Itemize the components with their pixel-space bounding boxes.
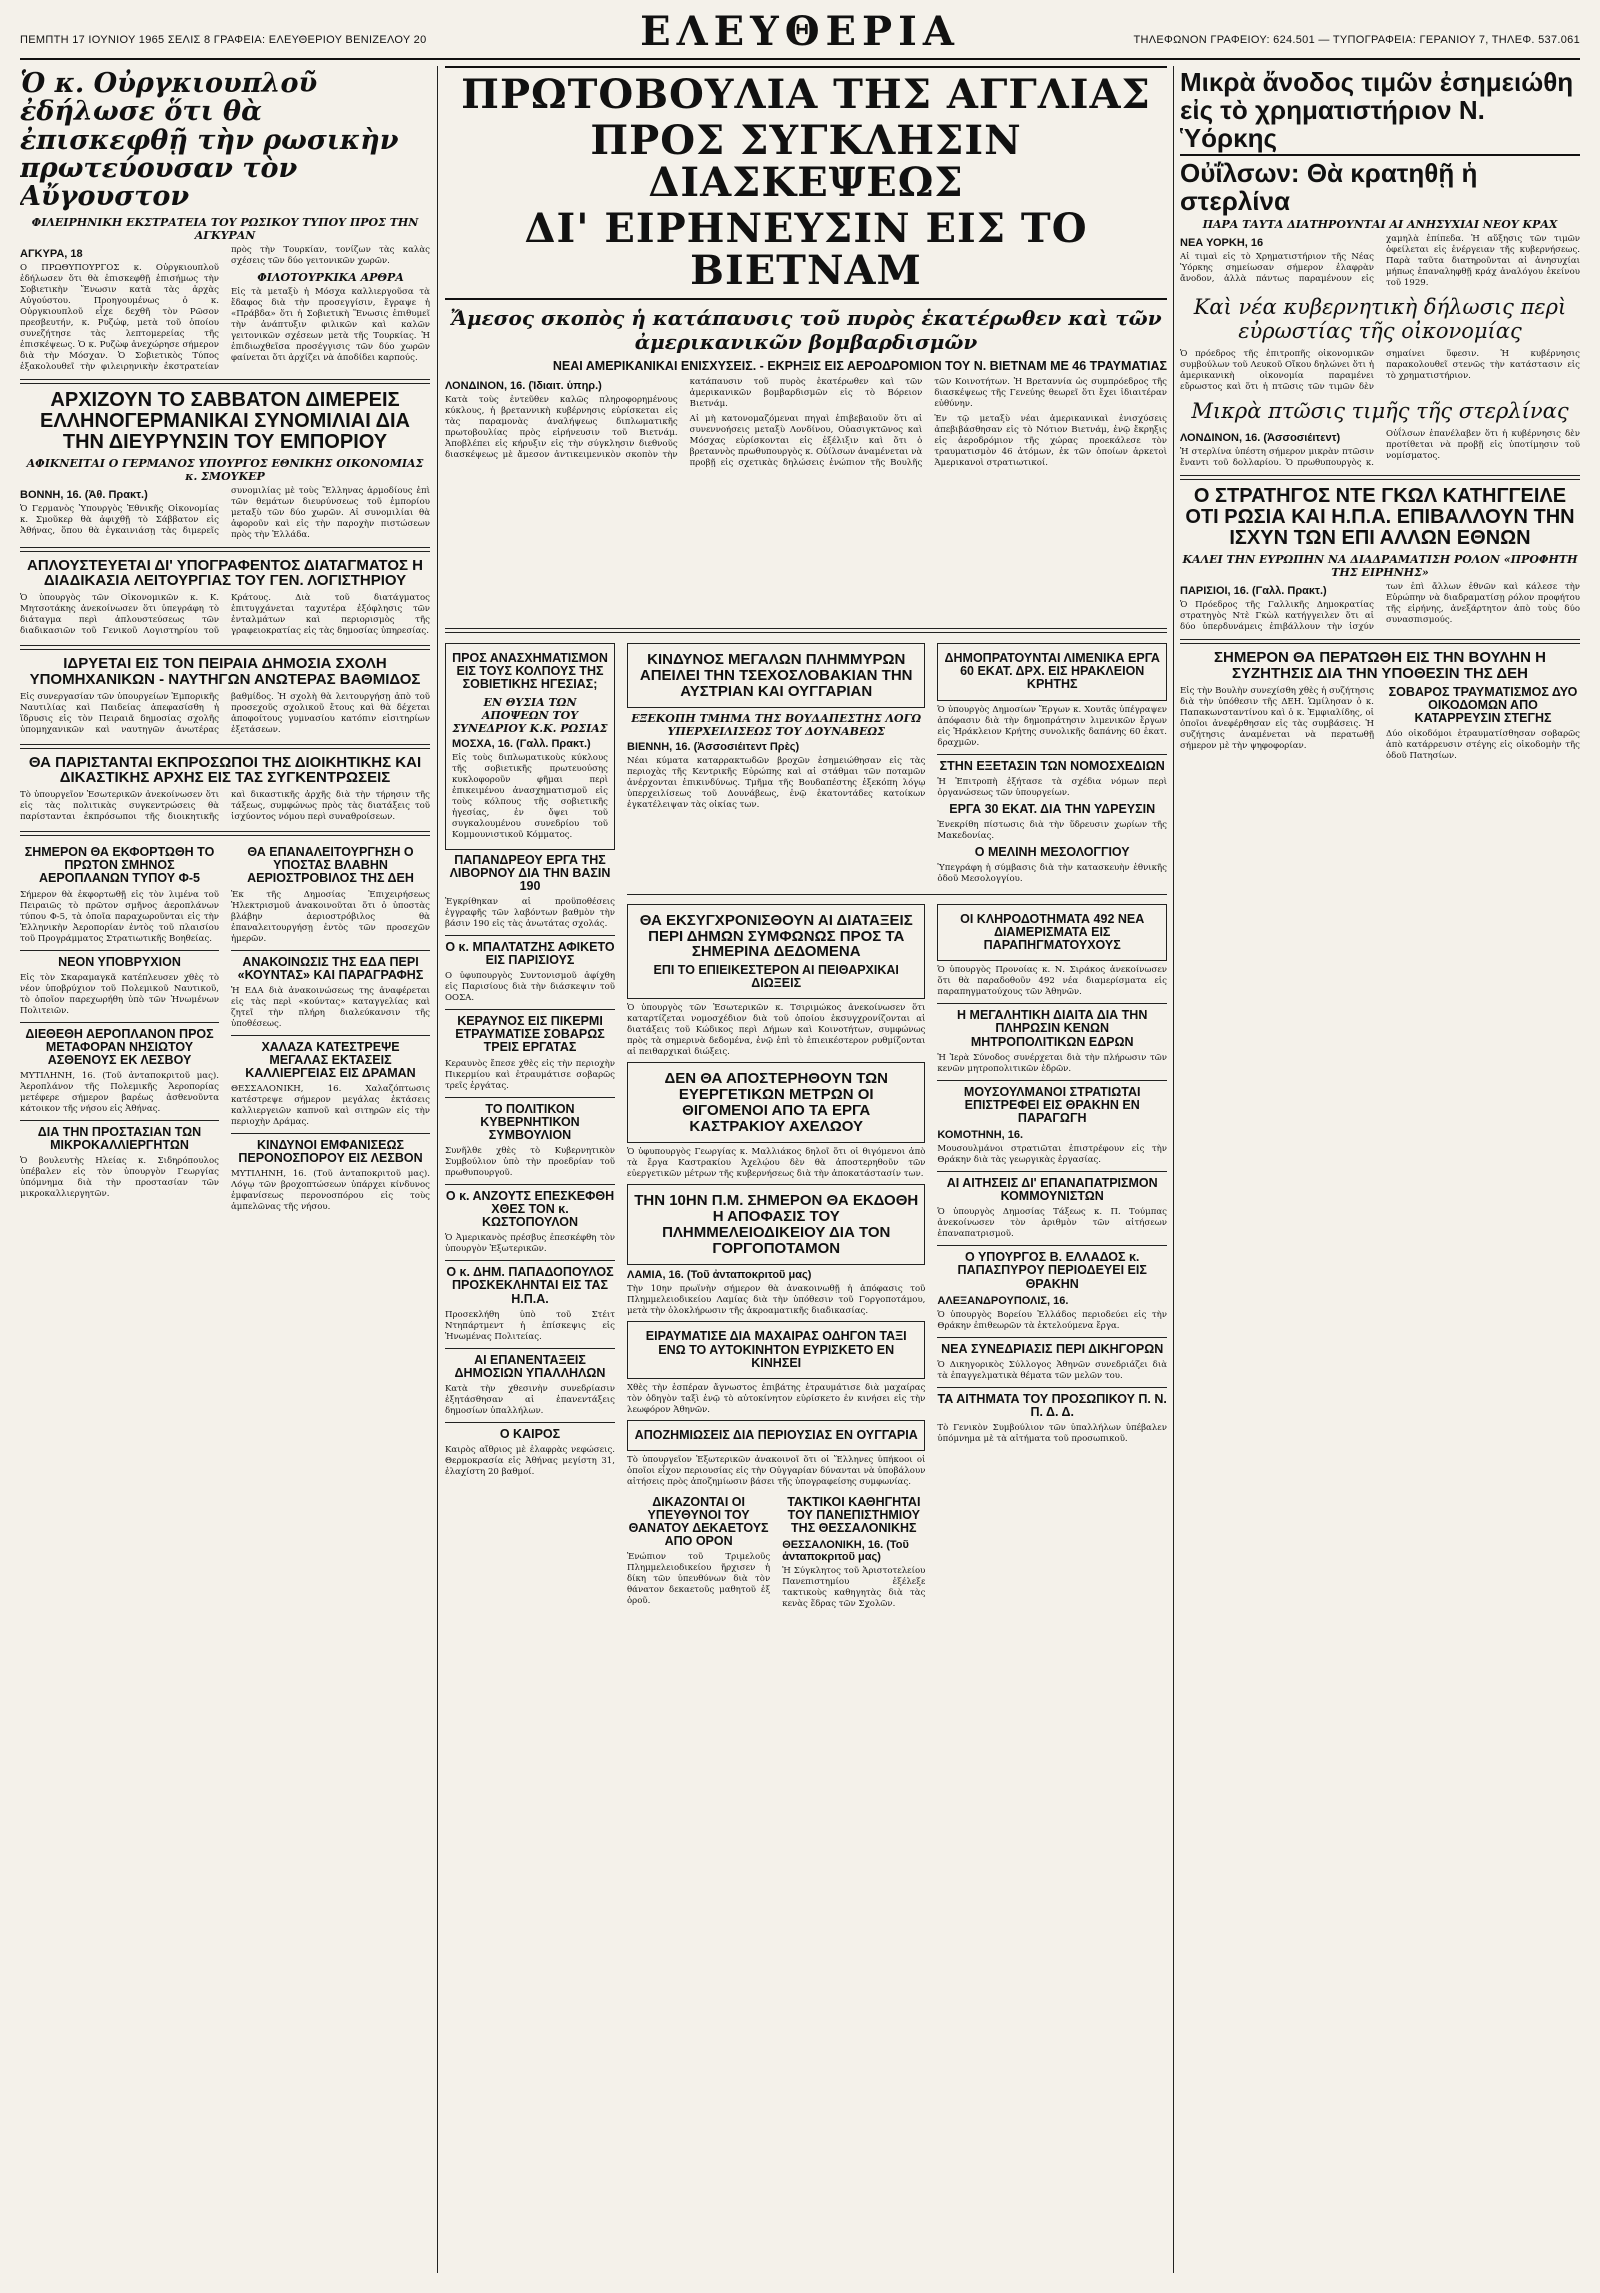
article-dateline: ΜΟΣΧΑ, 16. (Γαλλ. Πρακτ.) <box>452 737 591 750</box>
section-rule <box>627 894 1167 895</box>
article <box>782 1492 925 1614</box>
article-body: Ὁ ὑπουργὸς Δημοσίας Τάξεως κ. Π. Τούμπας ἀνεκοίνωσεν τὸν ἀριθμὸν τῶν αἰτήσεων ἐπαναπατρισμοῦ. <box>937 1207 1167 1240</box>
section-rule <box>937 1171 1167 1172</box>
article-headline: ΣΟΒΑΡΟΣ ΤΡΑΥΜΑΤΙΣΜΟΣ ΔΥΟ ΟΙΚΟΔΟΜΩΝ ΑΠΟ ΚΑΤΑΡΡΕΥΣΙΝ ΣΤΕΓΗΣ <box>1388 684 1578 726</box>
article-body: Χθὲς τὴν ἑσπέραν ἄγνωστος ἐπιβάτης ἐτραυμάτισε διὰ μαχαίρας τὸν ὁδηγὸν ταξὶ ἐνῷ τὸ αὐτοκίνητον εὑρίσκετο ἐν κινήσει εἰς τὴν λεωφόρον Ἀθηνῶν. <box>627 1382 926 1415</box>
article-body: Μουσουλμάνοι στρατιῶται ἐπιστρέφουν εἰς τὴν Θράκην διὰ τὰς γεωργικὰς ἐργασίας. <box>937 1144 1167 1165</box>
article-headline: ΕΙΡΑΥΜΑΤΙΣΕ ΔΙΑ ΜΑΧΑΙΡΑΣ ΟΔΗΓΟΝ ΤΑΞΙ ΕΝΩ ΤΟ ΑΥΤΟΚΙΝΗΤΟΝ ΕΥΡΙΣΚΕΤΟ ΕΝ ΚΙΝΗΣΕΙ <box>645 1329 907 1370</box>
article-headline: ΠΡΟΣ ΑΝΑΣΧΗΜΑΤΙΣΜΟΝ ΕΙΣ ΤΟΥΣ ΚΟΛΠΟΥΣ ΤΗΣ ΣΟΒΙΕΤΙΚΗΣ ΗΓΕΣΙΑΣ; <box>452 651 608 692</box>
article-headline: ΘΑ ΠΑΡΙΣΤΑΝΤΑΙ ΕΚΠΡΟΣΩΠΟΙ ΤΗΣ ΔΙΟΙΚΗΤΙΚΗΣ ΚΑΙ ΔΙΚΑΣΤΙΚΗΣ ΑΡΧΗΣ ΕΙΣ ΤΑΣ ΣΥΓΚΕΝΤΡΩΣΕΙΣ <box>28 753 422 787</box>
section-rule <box>1180 639 1580 644</box>
section-rule <box>20 645 430 650</box>
article-body: Ὁ Δικηγορικὸς Σύλλογος Ἀθηνῶν συνεδριάζει διὰ τὰ ἐπαγγελματικὰ θέματα τῶν μελῶν του. <box>937 1359 1167 1381</box>
section-rule <box>20 547 430 552</box>
brief-headline: ΔΙΑ ΤΗΝ ΠΡΟΣΤΑΣΙΑΝ ΤΩΝ ΜΙΚΡΟΚΑΛΛΙΕΡΓΗΤΩΝ <box>37 1125 202 1153</box>
article-dateline: ΛΟΝΔΙΝΟΝ, 16. (Ἀσσοσιέιτεντ) <box>1180 432 1341 445</box>
article-row <box>627 1492 925 1614</box>
brief-body: Σήμερον θὰ ἐκφορτωθῇ εἰς τὸν λιμένα τοῦ Πειραιῶς τὸ πρῶτον σμῆνος ἀεροπλάνων τύπου Φ-5, τὰ ὁποῖα παραχωροῦνται εἰς τὴν Ἑλληνικὴν Ἀεροπορίαν ἐντὸς τοῦ πλαισίου τοῦ Προγράμματος Στρατιωτικῆς Βοηθείας. <box>20 889 219 944</box>
weather-body: Καιρὸς αἴθριος μὲ ἐλαφρὰς νεφώσεις. Θερμοκρασία εἰς Ἀθήνας μεγίστη 31, ἐλαχίστη 20 βαθμοί. <box>445 1445 615 1477</box>
article-dateline: ΑΓΚΥΡΑ, 18 <box>20 247 83 260</box>
masthead-date-line: ΠΕΜΠΤΗ 17 ΙΟΥΝΙΟΥ 1965 ΣΕΛΙΣ 8 ΓΡΑΦΕΙΑ: ΕΛΕΥΘΕΡΙΟΥ ΒΕΝΙΖΕΛΟΥ 20 <box>20 34 427 46</box>
masthead-phones: ΤΗΛΕΦΩΝΟΝ ΓΡΑΦΕΙΟΥ: 624.501 — ΤΥΠΟΓΡΑΦΕΙΑ: ΓΕΡΑΝΙΟΥ 7, ΤΗΛΕΦ. 537.061 <box>1133 34 1580 46</box>
article-body: Ἡ Σύγκλητος τοῦ Ἀριστοτελείου Πανεπιστημίου ἐξέλεξε τακτικοὺς καθηγητὰς διὰ τὰς κενὰς ἕδρας τῶν Σχολῶν. <box>782 1566 926 1610</box>
article-subheadline: ΠΑΡΑ ΤΑΥΤΑ ΔΙΑΤΗΡΟΥΝΤΑΙ ΑΙ ΑΝΗΣΥΧΙΑΙ ΝΕΟΥ ΚΡΑΧ <box>1202 218 1558 232</box>
article-headline: ΑΠΛΟΥΣΤΕΥΕΤΑΙ ΔΙ' ΥΠΟΓΡΑΦΕΝΤΟΣ ΔΙΑΤΑΓΜΑΤΟΣ Η ΔΙΑΔΙΚΑΣΙΑ ΛΕΙΤΟΥΡΓΙΑΣ ΤΟΥ ΓΕΝ. ΛΟΓΙΣΤΗΡΙΟΥ <box>26 556 423 590</box>
article-body: Ὁ ὑπουργὸς τῶν Ἐσωτερικῶν κ. Τσιριμώκος ἀνεκοίνωσεν ὅτι καταρτίζεται νομοσχέδιον διὰ τοῦ ὁποίου ἐκσυγχρονίζονται αἱ διατάξεις τοῦ Κώδικος περὶ Δήμων καὶ Κοινοτήτων, συμφώνως πρὸς τὰ σημερινὰ δεδομένα, ἐνῷ ἐπὶ τὸ ἐπιεικέστερον ρυθμίζονται αἱ πειθαρχικαὶ διώξεις. <box>627 1003 926 1058</box>
brief-headline: ΚΙΝΔΥΝΟΙ ΕΜΦΑΝΙΣΕΩΣ ΠΕΡΟΝΟΣΠΟΡΟΥ ΕΙΣ ΛΕΣΒΟΝ <box>238 1138 423 1166</box>
brief-rule <box>20 950 219 951</box>
lead-body: Αἱ μὴ κατονομαζόμεναι πηγαὶ ἐπιβεβαιοῦν ὅτι αἱ συνεννοήσεις μεταξὺ Λονδίνου, Οὐασιγκτῶνος καὶ Μόσχας εὑρίσκονται εἰς ἐξέλιξιν καὶ ὅτι ὁ βρεταννὸς πρωθυπουργὸς κ. Οὐίλσων ἀναμένεται νὰ προβῇ εἰς σχετικὰς δηλώσεις ἐνώπιον τῆς Βουλῆς τῶν Κοινοτήτων. Ἡ Βρεταννία ὡς συμπρόεδρος τῆς διασκέψεως τῆς Γενεύης θεωρεῖ ὅτι ἔχει ἰδιαιτέραν εὐθύνην. <box>689 377 1167 469</box>
brief-rule <box>445 1097 615 1098</box>
article-row <box>627 639 1167 889</box>
brief-body: Συνῆλθε χθὲς τὸ Κυβερνητικὸν Συμβούλιον ὑπὸ τὴν προεδρίαν τοῦ πρωθυπουργοῦ. <box>445 1145 615 1178</box>
section-rule <box>937 1080 1167 1081</box>
section-rule <box>20 831 430 836</box>
article-dateline: ΠΑΡΙΣΙΟΙ, 16. (Γαλλ. Πρακτ.) <box>1180 585 1327 598</box>
article-headline: ΜΟΥΣΟΥΛΜΑΝΟΙ ΣΤΡΑΤΙΩΤΑΙ ΕΠΙΣΤΡΕΦΕΙ ΕΙΣ ΘΡΑΚΗΝ ΕΝ ΠΑΡΑΓΩΓΗ <box>963 1084 1141 1125</box>
lead-side-headline: ΝΕΑΙ ΑΜΕΡΙΚΑΝΙΚΑΙ ΕΝΙΣΧΥΣΕΙΣ. - ΕΚΡΗΞΙΣ ΕΙΣ ΑΕΡΟΔΡΟΜΙΟΝ ΤΟΥ Ν. ΒΙΕΤΝΑΜ ΜΕ 46 ΤΡΑΥΜΑΤΙΑΣ <box>552 359 1167 373</box>
section-rule <box>20 744 430 749</box>
newspaper-title: ΕΛΕΥΘΕΡΙΑ <box>640 8 960 55</box>
column-divider <box>437 66 438 2273</box>
brief-grid <box>20 842 430 1217</box>
brief-body: Εἰς τὸν Σκαραμαγκᾶ κατέπλευσεν χθὲς τὸ νέον ὑποβρύχιον τοῦ Πολεμικοῦ Ναυτικοῦ, τὸ ὁποῖον παρεχωρήθη ὑπὸ τῶν Ἡνωμένων Πολιτειῶν. <box>20 972 219 1016</box>
brief-item <box>231 842 430 1217</box>
brief-body: Κεραυνὸς ἔπεσε χθὲς εἰς τὴν περιοχὴν Πικερμίου καὶ ἐτραυμάτισε σοβαρῶς τρεῖς ἐργάτας. <box>445 1058 615 1091</box>
brief-rule <box>445 1348 615 1349</box>
brief-rule <box>937 754 1167 755</box>
brief-body: Προσεκλήθη ὑπὸ τοῦ Στέιτ Ντηπάρτμεντ ἡ ἐπίσκεψις εἰς Ἡνωμένας Πολιτείας. <box>445 1309 615 1342</box>
article-dateline: ΘΕΣΣΑΛΟΝΙΚΗ, 16. (Τοῦ ἀνταποκριτοῦ μας) <box>782 1539 909 1564</box>
article-headline: Οὐΐλσων: Θὰ κρατηθῇ ἡ στερλίνα <box>1180 154 1580 215</box>
brief-body: Ο ὑφυπουργὸς Συντονισμοῦ ἀφίχθη εἰς Παρισίους διὰ τὴν διάσκεψιν τοῦ ΟΟΣΑ. <box>445 971 615 1004</box>
article-dateline: ΑΛΕΞΑΝΔΡΟΥΠΟΛΙΣ, 16. <box>937 1294 1069 1307</box>
article-subheadline: ΑΦΙΚΝΕΙΤΑΙ Ο ΓΕΡΜΑΝΟΣ ΥΠΟΥΡΓΟΣ ΕΘΝΙΚΗΣ ΟΙΚΟΝΟΜΙΑΣ κ. ΣΜΟΥΚΕΡ <box>26 456 424 483</box>
boxed-article <box>627 1062 925 1143</box>
brief-body: Ἡ ΕΔΑ διὰ ἀνακοινώσεως της ἀναφέρεται εἰς τὰς περὶ «κούντας» καταγγελίας καὶ ζητεῖ τὴν πλήρη διαλεύκανσιν τῆς ὑποθέσεως. <box>231 985 430 1029</box>
boxed-article <box>937 643 1167 700</box>
article-dateline: ΝΕΑ ΥΟΡΚΗ, 16 <box>1180 237 1264 250</box>
brief-body: Ἐγκρίθηκαν αἱ προϋποθέσεις ἐγγραφῆς τῶν λαβόντων βαθμὸν τὴν βάσιν 190 εἰς τὰς ἀνωτάτας σχολάς. <box>445 896 615 929</box>
weather-headline: Ο ΚΑΙΡΟΣ <box>499 1426 561 1441</box>
article-headline: ΤΑΚΤΙΚΟΙ ΚΑΘΗΓΗΤΑΙ ΤΟΥ ΠΑΝΕΠΙΣΤΗΜΙΟΥ ΤΗΣ ΘΕΣΣΑΛΟΝΙΚΗΣ <box>787 1494 921 1536</box>
article-subheadline: ΦΙΛΕΙΡΗΝΙΚΗ ΕΚΣΤΡΑΤΕΙΑ ΤΟΥ ΡΩΣΙΚΟΥ ΤΥΠΟΥ ΠΡΟΣ ΤΗΝ ΑΓΚΥΡΑΝ <box>31 215 419 242</box>
brief-body: Ὑπεγράφη ἡ σύμβασις διὰ τὴν κατασκευὴν ἐθνικῆς ὁδοῦ Μεσολογγίου. <box>937 862 1167 884</box>
middle-grid <box>445 639 1167 1614</box>
article-body: Εἰς τὰ μεταξὺ ἡ Μόσχα καλλιεργοῦσα τὰ ἔδαφος διὰ τὴν προσεγγίσιν, ἔγραψε ἡ «Πράβδα» ὅτι ἡ Σοβιετικὴ Ἕνωσις ἐπιθυμεῖ τὴν ἀνάπτυξιν φιλικῶν καὶ καλῶν γειτονικῶν σχέσεων μετὰ τῆς Τουρκίας. Ἡ ἐπιδιωχθεῖσα προσέγγισις τῶν δύο χωρῶν φαίνεται ὅτι ἀρχίζει νὰ ἀποδίδει καρπούς. <box>231 286 430 363</box>
article-headline: ΚΙΝΔΥΝΟΣ ΜΕΓΑΛΩΝ ΠΛΗΜΜΥΡΩΝ ΑΠΕΙΛΕΙ ΤΗΝ ΤΣΕΧΟΣΛΟΒΑΚΙΑΝ ΤΗΝ ΑΥΣΤΡΙΑΝ ΚΑΙ ΟΥΓΓΑΡΙΑΝ <box>639 651 913 700</box>
article-dateline: ΒΟΝΝΗ, 16. (Ἀθ. Πρακτ.) <box>20 488 148 501</box>
article-dateline: ΒΙΕΝΝΗ, 16. (Ἀσσοσιέιτεντ Πρὲς) <box>627 741 800 754</box>
section-rule <box>937 1387 1167 1388</box>
article-body: Δύο οἰκοδόμοι ἐτραυματίσθησαν σοβαρῶς ἀπὸ κατάρρευσιν στέγης εἰς οἰκοδομὴν τῆς ὁδοῦ Πατησίων. <box>1386 729 1580 762</box>
lead-kicker: Ἄμεσος σκοπὸς ἡ κατάπαυσις τοῦ πυρὸς ἑκατέρωθεν καὶ τῶν ἀμερικανικῶν βομβαρδισμῶν <box>450 306 1162 354</box>
article-headline: Η ΜΕΓΑΛΗΤΙΚΗ ΔΙΑΙΤΑ ΔΙΑ ΤΗΝ ΠΛΗΡΩΣΙΝ ΚΕΝΩΝ ΜΗΤΡΟΠΟΛΙΤΙΚΩΝ ΕΔΡΩΝ <box>957 1008 1148 1049</box>
brief-body: ΜΥΤΙΛΗΝΗ, 16. (Τοῦ ἀνταποκριτοῦ μας). Ἀεροπλάνον τῆς Πολεμικῆς Ἀεροπορίας μετέφερε σήμερον βαρέως ἀσθενοῦντα κάτοικον τῆς νήσου εἰς Ἀθήνας. <box>20 1071 219 1115</box>
lead-headline: ΠΡΟΣ ΣΥΓΚΛΗΣΙΝ ΔΙΑΣΚΕΨΕΩΣ <box>590 117 1022 206</box>
brief-headline: Ο κ. ΑΝΖΟΥΤΣ ΕΠΕΣΚΕΦΘΗ ΧΘΕΣ ΤΟΝ κ. ΚΩΣΤΟΠΟΥΛΟΝ <box>445 1188 615 1230</box>
column-divider <box>1173 66 1174 2273</box>
section-rule <box>937 1003 1167 1004</box>
article-body: Ὁ ὑπουργὸς Βορείου Ἑλλάδος περιοδεύει εἰς τὴν Θράκην ἐπιθεωρῶν τὰ ἐκτελούμενα ἔργα. <box>937 1309 1167 1331</box>
article-headline: Ο ΣΤΡΑΤΗΓΟΣ ΝΤΕ ΓΚΩΛ ΚΑΤΗΓΓΕΙΛΕ ΟΤΙ ΡΩΣΙΑ ΚΑΙ Η.Π.Α. ΕΠΙΒΑΛΛΟΥΝ ΤΗΝ ΙΣΧΥΝ ΤΩΝ ΕΠΙ ΑΛΛΩΝ ΕΘΝΩΝ <box>1185 485 1575 550</box>
article-headline: ΤΗΝ 10ΗΝ Π.Μ. ΣΗΜΕΡΟΝ ΘΑ ΕΚΔΟΘΗ Η ΑΠΟΦΑΣΙΣ ΤΟΥ ΠΛΗΜΜΕΛΕΙΟΔΙΚΕΙΟΥ ΔΙΑ ΤΟΝ ΓΟΡΓΟΠΟΤΑΜΟΝ <box>634 1192 919 1257</box>
brief-rule <box>445 1184 615 1185</box>
brief-headline: ΚΕΡΑΥΝΟΣ ΕΙΣ ΠΙΚΕΡΜΙ ΕΤΡΑΥΜΑΤΙΣΕ ΣΟΒΑΡΩΣ ΤΡΕΙΣ ΕΡΓΑΤΑΣ <box>455 1014 605 1055</box>
article-body: Αἱ τιμαὶ εἰς τὸ Χρηματιστήριον τῆς Νέας Ὑόρκης σημείωσαν σήμερον ἐλαφρὰν ἄνοδον, ἀλλὰ πάντως παραμένουν εἰς χαμηλὰ ἐπίπεδα. Ἡ αὔξησις τῶν τιμῶν ὀφείλεται εἰς ἐνέργειαν τῆς κυβερνήσεως. Παρὰ ταῦτα διατηροῦνται αἱ ἀνησυχίαι μήπως ἐπαναληφθῇ κράχ ἀναλόγου ἐκείνου τοῦ 1929. <box>1180 234 1580 289</box>
brief-body: ΘΕΣΣΑΛΟΝΙΚΗ, 16. Χαλαζόπτωσις κατέστρεψε σήμερον μεγάλας ἐκτάσεις καλλιεργειῶν καπνοῦ καὶ σιτηρῶν εἰς τὴν περιοχὴν Δράμας. <box>231 1084 430 1128</box>
article-body: Ἡ στερλίνα ὑπέστη σήμερον μικρὰν πτῶσιν ἔναντι τοῦ δολλαρίου. Ὁ πρωθυπουργὸς κ. Οὐΐλσων ἐπανέλαβεν ὅτι ἡ κυβέρνησις δὲν προτίθεται νὰ προβῇ εἰς ὑποτίμησιν τοῦ νομίσματος. <box>1180 429 1580 469</box>
article-dateline: ΚΟΜΟΤΗΝΗ, 16. <box>937 1129 1024 1141</box>
section-rule <box>1180 475 1580 480</box>
brief-body: Ὁ βουλευτὴς Ηλείας κ. Σιδηρόπουλος ὑπέβαλεν εἰς τὸν ὑπουργὸν Γεωργίας ὑπόμνημα διὰ τὴν προστασίαν τῶν μικροκαλλιεργητῶν. <box>20 1156 219 1200</box>
brief-item <box>20 842 219 1217</box>
article-body: Ὁ ὑπουργὸς Προνοίας κ. Ν. Σιράκος ἀνεκοίνωσεν ὅτι θὰ παραδοθοῦν 492 νέα διαμερίσματα εἰς παραπηγματούχους τῶν Ἀθηνῶν. <box>937 965 1167 998</box>
lead-body: Κατὰ τοὺς ἐντεῦθεν καλῶς πληροφορημένους κύκλους, ἡ βρεταννικὴ κυβέρνησις εὑρίσκεται εἰς τὰς παραμονὰς ἀναλήψεως διπλωματικῆς πρωτοβουλίας πρὸς εἰρήνευσιν τοῦ Βιετνάμ. Ἀποβλέπει εἰς κήρυξιν εἰς τὴν σύγκλησιν διεθνοῦς διασκέψεως μὲ ἄμεσον ἀντικειμενικὸν σκοπὸν τὴν κατάπαυσιν τοῦ πυρὸς ἑκατέρωθεν καὶ τῶν ἀμερικανικῶν βομβαρδισμῶν εἰς τὸ Βόρειον Βιετνάμ. <box>445 377 923 461</box>
brief-body: Ἐνεκρίθη πίστωσις διὰ τὴν ὕδρευσιν χωρίων τῆς Μακεδονίας. <box>937 819 1167 841</box>
article-headline: ΝΕΑ ΣΥΝΕΔΡΙΑΣΙΣ ΠΕΡΙ ΔΙΚΗΓΟΡΩΝ <box>941 1341 1164 1356</box>
brief-headline: ΑΙ ΕΠΑΝΕΝΤΑΞΕΙΣ ΔΗΜΟΣΙΩΝ ΥΠΑΛΛΗΛΩΝ <box>454 1352 606 1380</box>
article-body: Εἰς τὴν Βουλὴν συνεχίσθη χθὲς ἡ συζήτησις διὰ τὴν ὑπόθεσιν τῆς ΔΕΗ. Ὡμίλησαν ὁ κ. Παπακωνσταντίνου καὶ ὁ κ. Ἐμφιαλίδης, οἱ ὁποῖοι ἀνεφέρθησαν εἰς τὰς συμβάσεις. Ἡ συζήτησις ἀναμένεται νὰ περατωθῇ σήμερον μὲ τὴν ψηφοφορίαν. <box>1180 685 1374 751</box>
article-body: Ἡ Ἱερὰ Σύνοδος συνέρχεται διὰ τὴν πλήρωσιν τῶν κενῶν μητροπολιτικῶν ἑδρῶν. <box>937 1052 1167 1074</box>
article <box>627 639 925 889</box>
article-body: Ἐνώπιον τοῦ Τριμελοῦς Πλημμελειοδικείου ἤρχισεν ἡ δίκη τῶν ὑπευθύνων διὰ τὸν θάνατον δεκαετοῦς μαθητοῦ ἐξ ὀροῦ. <box>627 1552 771 1607</box>
brief-body: Ἐκ τῆς Δημοσίας Ἐπιχειρήσεως Ἠλεκτρισμοῦ ἀνακοινοῦται ὅτι ὁ ὑποστὰς βλάβην ἀεριοστρόβιλος θὰ ἐπαναλειτουργήσῃ ἐντὸς τῶν προσεχῶν ἡμερῶν. <box>231 889 430 944</box>
article-headline: Μικρὰ πτῶσις τιμῆς τῆς στερλίνας <box>1191 399 1569 424</box>
brief-body: Ὁ Ἀμερικανὸς πρέσβυς ἐπεσκέφθη τὸν ὑπουργὸν Ἐξωτερικῶν. <box>445 1233 615 1255</box>
brief-headline: ΑΝΑΚΟΙΝΩΣΙΣ ΤΗΣ ΕΔΑ ΠΕΡΙ «ΚΟΥΝΤΑΣ» ΚΑΙ ΠΑΡΑΓΡΑΦΗΣ <box>237 954 424 982</box>
lead-headline-block <box>445 66 1167 300</box>
article-headline: Μικρὰ ἄνοδος τιμῶν ἐσημειώθη εἰς τὸ χρηματιστήριον Ν. Ὑόρκης <box>1180 67 1574 154</box>
boxed-article <box>627 1184 925 1265</box>
article-headline: Ὁ κ. Οὐργκιουπλοῦ ἐδήλωσε ὅτι θὰ ἐπισκεφθῇ τὴν ρωσικὴν πρωτεύουσαν τὸν Αὔγουστον <box>20 68 399 213</box>
brief-headline: Ο ΜΕΛΙΝΗ ΜΕΣΟΛΟΓΓΙΟΥ <box>974 844 1130 859</box>
brief-headline: ΔΙΕΘΕΘΗ ΑΕΡΟΠΛΑΝΟΝ ΠΡΟΣ ΜΕΤΑΦΟΡΑΝ ΝΗΣΙΩΤΟΥ ΑΣΘΕΝΟΥΣ ΕΚ ΛΕΣΒΟΥ <box>25 1026 214 1067</box>
brief-rule <box>445 1260 615 1261</box>
center-column <box>445 66 1167 2271</box>
section-rule <box>20 379 430 384</box>
article-body: Ὁ Πρόεδρος τῆς Γαλλικῆς Δημοκρατίας στρατηγὸς Ντὲ Γκὼλ κατήγγειλεν ὅτι αἱ δύο ὑπερδυνάμεις ἐπιβάλλουν τὴν ἰσχύν των ἐπὶ ἄλλων ἐθνῶν καὶ κάλεσε τὴν Εὐρώπην νὰ διαδραματίσῃ ρόλον προφήτου τῆς εἰρήνης, ἀνεξάρτητον ἀπὸ τοὺς δύο συνασπισμούς. <box>1180 582 1580 633</box>
brief-body: Ἡ Ἐπιτροπὴ ἐξήτασε τὰ σχέδια νόμων περὶ ὀργανώσεως τῶν ὑπουργείων. <box>937 776 1167 798</box>
boxed-article <box>627 643 925 708</box>
masthead <box>20 8 1580 58</box>
brief-rule <box>445 935 615 936</box>
article-headline: Καὶ νέα κυβερνητικὴ δήλωσις περὶ εὐρωστίας τῆς οἰκονομίας <box>1193 295 1567 344</box>
article-subheadline: ΦΙΛΟΤΟΥΡΚΙΚΑ ΑΡΘΡΑ <box>257 270 404 284</box>
article-headline: ΤΑ ΑΙΤΗΜΑΤΑ ΤΟΥ ΠΡΟΣΩΠΙΚΟΥ Π. Ν. Π. Δ. Δ. <box>937 1391 1167 1419</box>
article-headline: ΑΠΟΖΗΜΙΩΣΕΙΣ ΔΙΑ ΠΕΡΙΟΥΣΙΑΣ ΕΝ ΟΥΓΓΑΡΙΑ <box>634 1427 918 1442</box>
section-rule <box>937 1245 1167 1246</box>
brief-headline: Ο κ. ΔΗΜ. ΠΑΠΑΔΟΠΟΥΛΟΣ ΠΡΟΣΚΕΚΛΗΝΤΑΙ ΕΙΣ ΤΑΣ Η.Π.Α. <box>446 1265 614 1306</box>
article-headline: ΑΙ ΑΙΤΗΣΕΙΣ ΔΙ' ΕΠΑΝΑΠΑΤΡΙΣΜΟΝ ΚΟΜΜΟΥΝΙΣΤΩΝ <box>946 1176 1158 1204</box>
brief-rule <box>20 1022 219 1023</box>
article <box>627 1492 770 1614</box>
section-rule <box>937 1337 1167 1338</box>
article-body: Ὁ πρόεδρος τῆς ἐπιτροπῆς οἰκονομικῶν συμβούλων τοῦ Λευκοῦ Οἴκου δηλώνει ὅτι ἡ ἀμερικανικὴ οἰκονομία παραμένει εὔρωστος καὶ ὅτι ἡ πτῶσις τῶν τιμῶν δὲν σημαίνει ὕφεσιν. Ἡ κυβέρνησις παρακολουθεῖ στενῶς τὴν κατάστασιν εἰς τὸ χρηματιστήριον. <box>1180 349 1580 393</box>
article-body: Νέαι κύματα καταρρακτωδῶν βροχῶν ἐσημειώθησαν εἰς τὰς περιοχὰς τῆς Κεντρικῆς Εὐρώπης καὶ αἱ στάθμαι τῶν ποταμῶν ἀνέρχονται ἐπικινδύνως. Τμῆμα τῆς Βουδαπέστης ἐξεκόπη λόγῳ ὑπερχειλίσεως τοῦ Δουνάβεως, ἐνῷ ἑκατοντάδες κατοίκων ἐγκατέλειψαν τὰς οἰκίας των. <box>627 756 926 811</box>
brief-rule <box>231 950 430 951</box>
brief-headline: ΕΡΓΑ 30 ΕΚΑΤ. ΔΙΑ ΤΗΝ ΥΔΡΕΥΣΙΝ <box>949 801 1156 816</box>
brief-rule <box>231 1133 430 1134</box>
brief-body: Κατὰ τὴν χθεσινὴν συνεδρίασιν ἐξητάσθησαν αἱ ἐπανεντάξεις δημοσίων ὑπαλλήλων. <box>445 1383 615 1416</box>
article-headline: ΣΗΜΕΡΟΝ ΘΑ ΠΕΡΑΤΩΘΗ ΕΙΣ ΤΗΝ ΒΟΥΛΗΝ Η ΣΥΖΗΤΗΣΙΣ ΔΙΑ ΤΗΝ ΥΠΟΘΕΣΙΝ ΤΗΣ ΔΕΗ <box>1214 649 1546 683</box>
brief-rule <box>445 1422 615 1423</box>
brief-rule <box>445 1009 615 1010</box>
boxed-article <box>627 904 925 1000</box>
lead-headline: ΠΡΩΤΟΒΟΥΛΙΑ ΤΗΣ ΑΓΓΛΙΑΣ <box>461 71 1151 118</box>
sub-column <box>445 639 615 1614</box>
boxed-article <box>627 1321 925 1378</box>
article-body: Εἰς συνεργασίαν τῶν ὑπουργείων Ἐμπορικῆς Ναυτιλίας καὶ Παιδείας ἀπεφασίσθη ἡ ἵδρυσις εἰς τὸν Πειραιᾶ δημοσίας σχολῆς ὑπομηχανικῶν καὶ ναυτηγῶν ἀνωτέρας βαθμίδος. Ἡ σχολὴ θὰ λειτουργήσῃ ἀπὸ τοῦ προσεχοῦς σχολικοῦ ἔτους καὶ θὰ δέχεται ἀποφοίτους γυμνασίου κατόπιν εἰσιτηρίων ἐξετάσεων. <box>20 691 430 735</box>
article-body: Ὁ Γερμανὸς Ὑπουργὸς Ἐθνικῆς Οἰκονομίας κ. Σμοῦκερ θὰ ἀφιχθῇ τὸ Σάββατον εἰς Ἀθήνας, ὅπου θὰ ἐγκαινιάσῃ τὰς διμερεῖς συνομιλίας μὲ τοὺς Ἕλληνας ἁρμοδίους ἐπὶ τῶν θεμάτων διευρύνσεως τοῦ ἐμπορίου μεταξὺ τῶν δύο χωρῶν. Αἱ συνομιλίαι θὰ ἀφοροῦν καὶ εἰς τὴν παροχὴν πιστώσεων πρὸς τὴν Ἑλλάδα. <box>20 485 430 540</box>
brief-headline: ΠΑΠΑΝΔΡΕΟΥ ΕΡΓΑ ΤΗΣ ΛΙΒΟΡΝΟΥ ΔΙΑ ΤΗΝ ΒΑΣΙΝ 190 <box>449 852 611 893</box>
brief-headline: Ο κ. ΜΠΑΛΤΑΤΖΗΣ ΑΦΙΚΕΤΟ ΕΙΣ ΠΑΡΙΣΙΟΥΣ <box>445 939 615 967</box>
article-row <box>627 900 1167 1614</box>
boxed-article <box>627 1420 925 1451</box>
article <box>627 900 925 1614</box>
article <box>937 900 1167 1614</box>
article-body: Εἰς τοὺς διπλωματικοὺς κύκλους τῆς σοβιετικῆς πρωτευούσης κυκλοφοροῦν φῆμαι περὶ ἐπικειμένου ἀνασχηματισμοῦ εἰς τοὺς κόλπους τῆς σοβιετικῆς ἡγεσίας, ἐν ὄψει τοῦ συγκαλουμένου συνεδρίου τοῦ Κομμουνιστικοῦ Κόμματος. <box>452 752 608 840</box>
brief-headline: ΧΑΛΑΖΑ ΚΑΤΕΣΤΡΕΨΕ ΜΕΓΑΛΑΣ ΕΚΤΑΣΕΙΣ ΚΑΛΛΙΕΡΓΕΙΑΣ ΕΙΣ ΔΡΑΜΑΝ <box>245 1039 416 1081</box>
article-body: Τὴν 10ην πρωϊνὴν σήμερον θὰ ἀνακοινωθῇ ἡ ἀπόφασις τοῦ Πλημμελειοδικείου Λαμίας διὰ τὴν ὑπόθεσιν τοῦ Γοργοποτάμου, μετὰ τὴν ὁλοκλήρωσιν τῆς ἀκροαματικῆς διαδικασίας. <box>627 1284 926 1317</box>
brief-headline: ΣΤΗΝ ΕΞΕΤΑΣΙΝ ΤΩΝ ΝΟΜΟΣΧΕΔΙΩΝ <box>939 758 1165 773</box>
article-body: Ὁ ὑπουργὸς Δημοσίων Ἔργων κ. Χουτᾶς ὑπέγραψεν ἀπόφασιν διὰ τὴν δημοπράτησιν λιμενικῶν ἔργων εἰς Ἡράκλειον Κρήτης συνολικῆς δαπάνης 60 ἑκατ. δραχμῶν. <box>937 704 1167 748</box>
boxed-article <box>937 904 1167 961</box>
sub-column <box>627 639 1167 1614</box>
article-headline: ΑΡΧΙΖΟΥΝ ΤΟ ΣΑΒΒΑΤΟΝ ΔΙΜΕΡΕΙΣ ΕΛΛΗΝΟΓΕΡΜΑΝΙΚΑΙ ΣΥΝΟΜΙΛΙΑΙ ΔΙΑ ΤΗΝ ΔΙΕΥΡΥΝΣΙΝ ΤΟΥ ΕΜΠΟΡΙΟΥ <box>40 388 410 453</box>
article-body: Τὸ ὑπουργεῖον Ἐξωτερικῶν ἀνακοινοῖ ὅτι οἱ Ἕλληνες ὑπήκοοι οἱ ὁποῖοι εἶχον περιουσίας εἰς τὴν Οὐγγαρίαν δύνανται νὰ ὑποβάλουν αἰτήσεις πρὸς ἀποζημίωσιν βάσει τῆς ὑπογραφείσης συμφωνίας. <box>627 1454 926 1487</box>
article-headline: Ο ΥΠΟΥΡΓΟΣ Β. ΕΛΛΑΔΟΣ κ. ΠΑΠΑΣΠΥΡΟΥ ΠΕΡΙΟΔΕΥΕΙ ΕΙΣ ΘΡΑΚΗΝ <box>957 1250 1147 1291</box>
article-subheadline: ΕΝ ΘΥΣΙΑ ΤΩΝ ΑΠΟΨΕΩΝ ΤΟΥ ΣΥΝΕΔΡΙΟΥ Κ.Κ. ΡΩΣΙΑΣ <box>452 695 608 735</box>
article-body: Τὸ ὑπουργεῖον Ἐσωτερικῶν ἀνεκοίνωσεν ὅτι εἰς τὰς πολιτικὰς συγκεντρώσεις θὰ παρίστανται ἐκπρόσωποι τῆς διοικητικῆς καὶ δικαστικῆς ἀρχῆς διὰ τὴν τήρησιν τῆς τάξεως, συμφώνως πρὸς τὰς διατάξεις τοῦ ἰσχύοντος νόμου περὶ συναθροίσεων. <box>20 790 430 823</box>
article-headline: ΔΕΝ ΘΑ ΑΠΟΣΤΕΡΗΘΟΥΝ ΤΩΝ ΕΥΕΡΓΕΤΙΚΩΝ ΜΕΤΡΩΝ ΟΙ ΘΙΓΟΜΕΝΟΙ ΑΠΟ ΤΑ ΕΡΓΑ ΚΑΣΤΡΑΚΙΟΥ ΑΧΕΛΩΟΥ <box>664 1070 888 1135</box>
article-dateline: ΛΑΜΙΑ, 16. (Τοῦ ἀνταποκριτοῦ μας) <box>627 1269 812 1282</box>
brief-rule <box>20 1120 219 1121</box>
article-subheadline: ΚΑΛΕΙ ΤΗΝ ΕΥΡΩΠΗΝ ΝΑ ΔΙΑΔΡΑΜΑΤΙΣΗ ΡΟΛΟΝ «ΠΡΟΦΗΤΗ ΤΗΣ ΕΙΡΗΝΗΣ» <box>1182 553 1578 580</box>
lead-headline: ΔΙ' ΕΙΡΗΝΕΥΣΙΝ ΕΙΣ ΤΟ ΒΙΕΤΝΑΜ <box>524 205 1088 294</box>
lead-dateline: ΛΟΝΔΙΝΟΝ, 16. (Ἰδιαιτ. ὑπηρ.) <box>445 380 602 393</box>
article-headline: ΟΙ ΚΛΗΡΟΔΟΤΗΜΑΤΑ 492 ΝΕΑ ΔΙΑΜΕΡΙΣΜΑΤΑ ΕΙΣ ΠΑΡΑΠΗΓΜΑΤΟΥΧΟΥΣ <box>960 911 1145 953</box>
brief-body: ΜΥΤΙΛΗΝΗ, 16. (Τοῦ ἀνταποκριτοῦ μας). Λόγῳ τῶν βροχοπτώσεων ὑπάρχει κίνδυνος ἐμφανίσεως περονοσπόρου εἰς τοὺς ἀμπελῶνας τῆς νήσου. <box>231 1169 430 1213</box>
article-body: Ο ΠΡΩΘΥΠΟΥΡΓΟΣ κ. Οὐργκιουπλοῦ ἐδήλωσεν ὅτι θὰ ἐπισκεφθῇ ἐπισήμως τὴν Σοβιετικὴν Ἕνωσιν κατὰ τὰς ἀρχὰς Αὐγούστου. Προηγουμένως ὁ κ. Οὐργκιουπλοῦ εἶχε δεχθῆ τὸν Ρῶσον πρεσβευτήν, κ. Ρυζώφ, μετὰ τοῦ ὁποίου συνεζήτησε τὰς λεπτομερείας τῆς ἐπισκέψεως. Ὁ κ. Ρυζὼφ ἀνεχώρησε σήμερον διὰ τὴν Μόσχαν. Ὁ Σοβιετικὸς Τύπος ἐξακολουθεῖ τὴν φιλειρηνικὴν ἐκστρατείαν πρὸς τὴν Τουρκίαν, τονίζων τὰς καλὰς σχέσεις τῶν δύο γειτονικῶν χωρῶν. <box>20 244 430 372</box>
article-body: Ὁ ὑπουργὸς τῶν Οἰκονομικῶν κ. Κ. Μητσοτάκης ἀνεκοίνωσεν ὅτι ὑπεγράφη τὸ διάταγμα περὶ ἁπλουστεύσεως τῶν διαδικασιῶν τοῦ Γενικοῦ Λογιστηρίου τοῦ Κράτους. Διὰ τοῦ διατάγματος ἐπιτυγχάνεται ταχυτέρα ἐξόφλησις τῶν ἐνταλμάτων καὶ περιορισμὸς τῆς γραφειοκρατίας εἰς τὰς δημοσίας ὑπηρεσίας. <box>20 593 430 637</box>
article <box>937 639 1167 889</box>
article-body: Τὸ Γενικὸν Συμβούλιον τῶν ὑπαλλήλων ὑπέβαλεν ὑπόμνημα μὲ τὰ αἰτήματα τοῦ προσωπικοῦ. <box>937 1423 1167 1444</box>
article-subheadline: ΕΠΙ ΤΟ ΕΠΙΕΙΚΕΣΤΕΡΟΝ ΑΙ ΠΕΙΘΑΡΧΙΚΑΙ ΔΙΩΞΕΙΣ <box>653 963 899 991</box>
right-column <box>1180 66 1580 2271</box>
article-headline: ΔΗΜΟΠΡΑΤΟΥΝΤΑΙ ΛΙΜΕΝΙΚΑ ΕΡΓΑ 60 ΕΚΑΤ. ΔΡΧ. ΕΙΣ ΗΡΑΚΛΕΙΟΝ ΚΡΗΤΗΣ <box>944 651 1160 692</box>
article-subheadline: ΕΞΕΚΟΠΗ ΤΜΗΜΑ ΤΗΣ ΒΟΥΔΑΠΕΣΤΗΣ ΛΟΓΩ ΥΠΕΡΧΕΙΛΙΣΕΩΣ ΤΟΥ ΔΟΥΝΑΒΕΩΣ <box>631 712 922 739</box>
article-headline: ΔΙΚΑΖΟΝΤΑΙ ΟΙ ΥΠΕΥΘΥΝΟΙ ΤΟΥ ΘΑΝΑΤΟΥ ΔΕΚΑΕΤΟΥΣ ΑΠΟ ΟΡΟΝ <box>628 1494 769 1549</box>
brief-headline: ΣΗΜΕΡΟΝ ΘΑ ΕΚΦΟΡΤΩΘΗ ΤΟ ΠΡΩΤΟΝ ΣΜΗΝΟΣ ΑΕΡΟΠΛΑΝΩΝ ΤΥΠΟΥ Φ-5 <box>24 845 215 886</box>
brief-rule <box>231 1035 430 1036</box>
boxed-article <box>445 643 615 849</box>
brief-headline: ΝΕΟΝ ΥΠΟΒΡΥΧΙΟΝ <box>58 954 181 969</box>
article-body: Ὁ ὑφυπουργὸς Γεωργίας κ. Μαλλιάκος δηλοῖ ὅτι οἱ θιγόμενοι ἀπὸ τὰ ἔργα Καστρακίου Ἀχελῴου δὲν θὰ ἀποστερηθοῦν τῶν εὐεργετικῶν μέτρων τῆς κυβερνήσεως διὰ τὴν ἀποκατάστασίν των. <box>627 1147 926 1180</box>
lead-body: Ἐν τῷ μεταξὺ νέαι ἀμερικανικαὶ ἐνισχύσεις ἀπεβιβάσθησαν εἰς τὸ Νότιον Βιετνάμ, ἐνῷ ἔκρηξις εἰς ἀεροδρόμιον τῆς χώρας προεκάλεσε τὸν τραυματισμὸν 46 ἀτόμων, ἐκ τῶν ὁποίων ἀρκετοὶ Ἀμερικανοὶ στρατιωτικοί. <box>934 414 1167 469</box>
article-headline: ΘΑ ΕΚΣΥΓΧΡΟΝΙΣΘΟΥΝ ΑΙ ΔΙΑΤΑΞΕΙΣ ΠΕΡΙ ΔΗΜΩΝ ΣΥΜΦΩΝΩΣ ΠΡΟΣ ΤΑ ΣΗΜΕΡΙΝΑ ΔΕΔΟΜΕΝΑ <box>639 911 913 961</box>
brief-headline: ΤΟ ΠΟΛΙΤΙΚΟΝ ΚΥΒΕΡΝΗΤΙΚΟΝ ΣΥΜΒΟΥΛΙΟΝ <box>480 1101 580 1142</box>
section-rule <box>445 628 1167 633</box>
brief-headline: ΘΑ ΕΠΑΝΑΛΕΙΤΟΥΡΓΗΣΗ Ο ΥΠΟΣΤΑΣ ΒΛΑΒΗΝ ΑΕΡΙΟΣΤΡΟΒΙΛΟΣ ΤΗΣ ΔΕΗ <box>247 845 414 886</box>
left-column <box>20 66 430 2271</box>
masthead-rule <box>20 58 1580 60</box>
article-headline: ΙΔΡΥΕΤΑΙ ΕΙΣ ΤΟΝ ΠΕΙΡΑΙΑ ΔΗΜΟΣΙΑ ΣΧΟΛΗ ΥΠΟΜΗΧΑΝΙΚΩΝ - ΝΑΥΤΗΓΩΝ ΑΝΩΤΕΡΑΣ ΒΑΘΜΙΔΟΣ <box>29 655 421 688</box>
